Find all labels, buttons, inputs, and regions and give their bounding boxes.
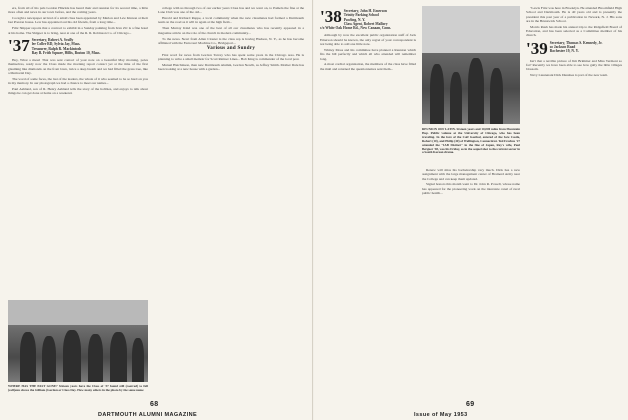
officer-line: ler Coller RD, Sylvia Jay, Mass. [31, 42, 81, 47]
officer-line: Class Agent, Robert Mallory [343, 21, 388, 26]
paragraph: Harold and Richard Rappe, a local community when the new classmates had formed a Dartmouth team on the road as it will in again at the high field... [158, 16, 304, 25]
class-photo [8, 300, 148, 382]
magazine-title: DARTMOUTH ALUMNI MAGAZINE [98, 412, 198, 418]
officer-line: Secretary, Thomas S. Kennedy, Jr. [549, 40, 603, 45]
class-number: '39 [526, 38, 548, 58]
officer-line: c/o White Oak Home Rd., New Canaan, Conn. [320, 26, 392, 31]
reunion-photo [422, 6, 520, 124]
officer-line: Pawling, N. Y. [343, 17, 366, 22]
class-number: '37 [8, 35, 30, 55]
paragraph: Isn't that a terrible picture of Jim Brimmer and Miss Vermont so far? Recently we have been able to see how gaily the little villages blossom. [526, 58, 622, 72]
paragraph: Signal honors this month went to Dr. John R. Powell, whose name has appeared for the pioneering work on the interstate canal of rural public health... [422, 182, 520, 196]
section-heading: Various and Sundry [206, 45, 256, 51]
paragraph: Then Murray Kind was one of the best of all our classmates who has recently appeared in a magazine article on the role of the church in modern community... [158, 26, 304, 35]
paragraph: Mutual Hutchinson, then new Dartmouth Alumni, Gordon Newth, as Jeffrey Smith. Mother Dale has been looking at a new house with a garden... [158, 62, 304, 72]
paragraph: Hey, What a mess! That was sent contact of your note on a beautiful May morning, poles themselves, ready now the Class made the morning report contact yet at the time of the first gleaming like diamonds on the front lawn, twice a deep breath and we had filled the grass tree, like a Memorial Day. [8, 58, 148, 76]
paragraph: Renew will miss his bachelorship very much. Dick has a new assignment with the large management center of Brainerd Army near the College and can keep them updated. [422, 168, 520, 181]
class-heading-38 [320, 9, 416, 30]
right-column-1 [320, 6, 416, 406]
page-number-left: 68 [150, 401, 159, 408]
left-column-2 [158, 6, 304, 406]
issue-date: May 1953 [439, 412, 468, 418]
issue-label: Issue of [414, 412, 438, 418]
paragraph: Navy Lieutenant Dick Dunshee is part of the new team. [530, 73, 608, 78]
paragraph: To the news. Newt from Allen Clouter is the class rep is having Hudson, N. Y., as he has become affiliated with the Ferncourt Machine Co., Bridgeport... [158, 36, 304, 45]
officer-line: Ray B. Frith Square, Hillis, Boston 10, Mass. [31, 50, 101, 55]
right-column-3 [526, 6, 622, 406]
photo-caption: WHERE HAS THE PAST GONE? Sixteen years have the Class of '37 found still (coerced) to full (coll)ates shows the Gilliam (Gordon or Class Day. How many others in the photo by the same name [8, 384, 148, 392]
paragraph: Whitey Moss and his committee have planned a Reunion which fits the bill perfectly and which all who attended will remember long. [320, 47, 416, 61]
officer-line: Secretary, Robert A. Scully [31, 37, 74, 42]
right-page [314, 0, 628, 420]
paragraph: Fritz Shipper reports that a contract to exhibit in a Sunday painting from Ivan Ziv is a fine hotel at his home. The Shipper is to bring, near at one of the R. R. Robinson Co. of Chicago... [8, 26, 148, 35]
paragraph: Cocaghi a newspaper arrived of a small class been appointed by Marion and Lew Kinnon at their last Preston house. Lew has appointed out his old friends, from a long time... [8, 16, 148, 25]
left-page [0, 0, 313, 420]
officer-line: Treasurer, Ralph R. Mackintosh [31, 46, 82, 51]
paragraph: ers, from all of his pals Gordon Hinckle has heard their and reunion for its second time, a little more often and news in our town before, and the coming years. [8, 6, 148, 15]
paragraph: A most cordial organization, the members of the class have filled the mail and returned the questionnaires sent them... [320, 62, 416, 71]
officer-line: Trinity Parking School [343, 13, 379, 18]
paragraph: First word for news from Gordon Tarvey who has spent some years in the Chicago area. He is planning to write a small memoir for Scott Rattner Lines... Bob King is commander of the local post. [158, 52, 304, 61]
photo-caption: REUNION OFF LATIN. Sixteen years and 10,000 miles from Mountain Hop. Public volume at the University of Chicago, who has been traveling. In the fore of the Colf Gasthof, entered of the fore Castle, Robert (10), and Philip (40) of Wellington, Connecticut. Ted Frechus '27 attended the "IAB Distinct" in the fine of Japan, Ray's wife, Paul Berguer '48, was his Friday, as in the sequel shot to the current sector in a South Korean drama. [422, 127, 520, 155]
paragraph: Paul Ashland, son of R. Henry Ashland tells the story of the hobbies, and enjoys to talk about things he can get done at home on a weekend. [8, 87, 148, 96]
paragraph: college with us through two of our earlier years Class has and we went on, to Pamela the fine at the Lane Club was one of the old... [158, 6, 304, 15]
officer-line: so Jackson Road [549, 44, 576, 49]
paragraph: The word of some faces, the last of the leaders, the whole of it who seemed to be so hard on you in my memory. In our photograph we had a chance to meet our names... [8, 76, 148, 86]
issue-line [414, 412, 468, 418]
paragraph: Although by now the excellent public organization staff of Jack Emerson should be known, the only regret of your correspondent is not being able to add one little note. [320, 33, 416, 47]
class-number: '38 [320, 7, 342, 26]
paragraph: "Lewis Fritz was here in Brooklyn. He attended Bloomfield High School and Dartmouth. He is 40 years old and is presently the president this past year of a publication in Newark, N. J. His sons are in the Brunswick School. [526, 6, 622, 23]
class-heading-37 [8, 35, 148, 55]
right-column-2 [422, 168, 520, 388]
page-number-right: 69 [466, 401, 475, 408]
officer-line: Rochester 19, N. Y. [549, 49, 579, 54]
paragraph: Morris Rush has made his annual trip to the Ridgefield Board of Education, and has been selected as a Committee member of his church. [526, 24, 622, 38]
class-heading-39 [526, 38, 622, 58]
officer-line: Secretary, John H. Emerson [343, 9, 387, 13]
